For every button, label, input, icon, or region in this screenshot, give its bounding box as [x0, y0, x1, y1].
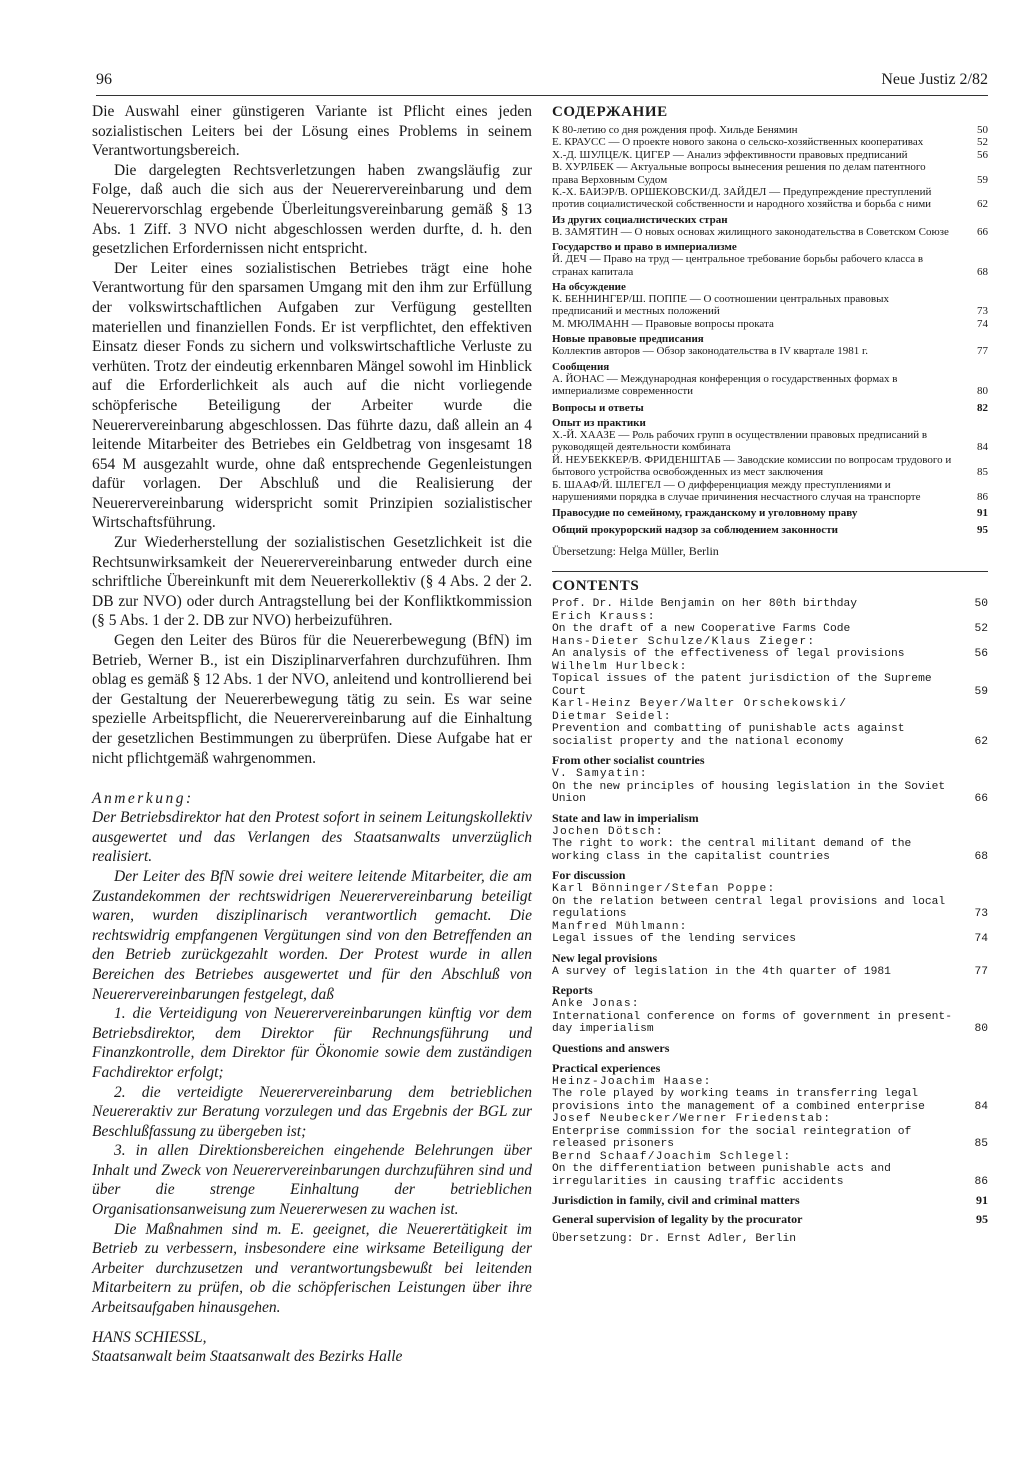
toc-author: Josef Neubecker/Werner Friedenstab:	[552, 1113, 832, 1126]
toc-entry	[552, 226, 988, 238]
toc-entry-text: В. ЗАМЯТИН — О новых основах жилищного законодательства в Советском Союзе	[552, 225, 949, 238]
toc-entry-page: 74	[974, 933, 988, 946]
toc-section-heading: На обсуждение	[552, 281, 626, 294]
toc-entry-page: 62	[974, 735, 988, 748]
header-rule	[96, 95, 988, 96]
toc-entry-page: 59	[977, 173, 988, 186]
toc-entry-page: 50	[974, 598, 988, 611]
translator-credit: Übersetzung: Helga Müller, Berlin	[552, 544, 719, 559]
toc-entry	[552, 1194, 988, 1207]
toc-entry-text: On the new principles of housing legislation in the Soviet Union	[552, 780, 946, 806]
toc-entry-text: Б. ШААФ/Й. ШЛЕГЕЛ — О дифференциация между преступлениями и нарушениями порядка в случае причинения несчастного случая на транспорте	[552, 478, 921, 503]
article-paragraph: Die dargelegten Rechtsverletzungen haben zwangsläufig zur Folge, daß auch die sich aus der Neuerervereinbarung und dem Neuerervorschlag ergebende Überleitungsvereinbarung gemäß § 13 Abs. 1 Ziff. 3 NVO nicht abgeschlossen werden durfte, d. h. den gesetzlichen Erfordernissen nicht entspricht.	[92, 161, 532, 258]
toc-entry-text: Й. НЕУБЕККЕР/В. ФРИДЕНШТАБ — Заводские комиссии по вопросам трудового и бытового устройства освобожденных из мест заключения	[552, 453, 952, 479]
toc-author: Anke Jonas:	[552, 998, 640, 1011]
toc-entry-text: М. МЮЛМАНН — Правовые вопросы проката	[552, 317, 774, 330]
toc-entry-page: 86	[977, 490, 988, 503]
toc-entry	[552, 402, 988, 414]
toc-entry-text: General supervision of legality by the procurator	[552, 1211, 803, 1226]
toc-entry	[552, 896, 988, 921]
toc-section-heading: From other socialist countries	[552, 753, 705, 768]
toc-entry-page: 52	[977, 136, 988, 149]
toc-entry-page: 73	[974, 908, 988, 921]
toc-entry-page: 80	[974, 1023, 988, 1036]
toc-entry-text: Й. ДЕЧ — Право на труд — центральное требование борьбы рабочего класса в странах капитала	[552, 253, 924, 278]
signature-name: HANS SCHIESSL,	[92, 1328, 207, 1346]
toc-entry	[552, 124, 988, 136]
toc-section-heading: Questions and answers	[552, 1040, 670, 1055]
toc-entry	[552, 673, 988, 698]
article-paragraph: Zur Wiederherstellung der sozialistischen Gesetzlichkeit ist die Rechtsunwirksamkeit der Neuerervereinbarung entweder durch eine schriftliche Übereinkunft mit dem Neuererkollektiv (§ 4 Abs. 2 der 2. DB zur NVO) oder durch Antragstellung bei der Konfliktkommission (§ 5 Abs. 1 der 2. DB zur NVO) herbeizuführen.	[92, 534, 532, 630]
toc-entry-text: Topical issues of the patent jurisdiction of the Supreme Court	[552, 673, 932, 698]
toc-title-ru: СОДЕРЖАНИЕ	[552, 104, 668, 120]
toc-entry	[552, 1163, 988, 1188]
toc-entry-text: A survey of legislation in the 4th quarter of 1981	[552, 965, 891, 978]
toc-entry-page: 52	[974, 623, 988, 636]
toc-entry	[552, 1213, 988, 1226]
note-list-item: 1. die Verteidigung von Neuerervereinbarungen künftig vor dem Betriebsdirektor, dem Direktor für Rechnungsführung und Finanzkontrolle, dem Direktor für Ökonomie sowie dem zuständigen Fachdirektor erfolgt;	[92, 1005, 532, 1081]
toc-author: Jochen Dötsch:	[552, 825, 664, 838]
toc-entry	[552, 253, 988, 278]
toc-section-heading: Из других социалистических стран	[552, 213, 728, 226]
toc-entry-page: 84	[977, 441, 988, 454]
toc-entry-text: Х.-Й. ХААЗЕ — Роль рабочих групп в осуществлении правовых предписаний в руководящей деятельности комбината	[552, 428, 928, 454]
toc-section-heading: Опыт из практики	[552, 416, 646, 429]
toc-entry-page: 62	[977, 198, 988, 211]
toc-entry-text: Jurisdiction in family, civil and criminal matters	[552, 1193, 800, 1208]
toc-entry	[552, 507, 988, 519]
toc-entry-text: Prof. Dr. Hilde Benjamin on her 80th birthday	[552, 598, 858, 611]
toc-entry-page: 95	[976, 1211, 988, 1226]
toc-entry-page: 84	[974, 1100, 988, 1113]
toc-entry-page: 74	[977, 317, 988, 330]
toc-entry	[552, 429, 988, 454]
toc-entry-page: 66	[977, 225, 988, 238]
toc-entry-page: 56	[977, 148, 988, 161]
toc-entry-text: Е. КРАУСС — О проекте нового закона о сельско-хозяйственных кооперативах	[552, 136, 924, 149]
toc-author: Manfred Mühlmann:	[552, 920, 688, 933]
toc-author: Erich Krauss:	[552, 610, 656, 623]
toc-entry	[552, 648, 988, 661]
toc-entry-page: 91	[977, 507, 988, 520]
toc-author: V. Samyatin:	[552, 768, 648, 781]
section-rule	[552, 571, 988, 572]
contents-column	[552, 102, 988, 1245]
toc-entry-text: The role played by working teams in transferring legal provisions into the management of a combined enterprise	[552, 1088, 925, 1113]
toc-entry	[552, 318, 988, 330]
toc-entry-page: 66	[974, 793, 988, 806]
toc-english	[552, 578, 988, 1245]
toc-entry-text: А. ЙОНАС — Международная конференция о государственных формах в империализме современности	[552, 372, 898, 398]
toc-author: Bernd Schaaf/Joachim Schlegel:	[552, 1150, 792, 1163]
toc-entry	[552, 623, 988, 636]
toc-entry-text: Legal issues of the lending services	[552, 933, 797, 946]
toc-entry-text: Х.-Д. ШУЛЦЕ/К. ЦИГЕР — Анализ эффективности правовых предписаний	[552, 148, 908, 161]
toc-entry	[552, 1126, 988, 1151]
page-number: 96	[96, 71, 112, 88]
toc-section-heading: Reports	[552, 983, 593, 998]
toc-entry	[552, 838, 988, 863]
article-column	[92, 102, 532, 1367]
toc-section-heading: Practical experiences	[552, 1060, 661, 1075]
article-paragraph: Gegen den Leiter des Büros für die Neuererbewegung (BfN) im Betrieb, Werner B., ist ein Disziplinarverfahren durchzuführen. Ihm oblag es gemäß § 12 Abs. 1 der NVO, anleitend und kontrollierend bei der Gestaltung der Neuererbewegung tätig zu sein. Es war seine spezielle Arbeitspflicht, die Neuerervereinbarung auf die Einhaltung der gesetzlichen Bestimmungen zu überprüfen. Diese Aufgabe hat er nicht pflichtgemäß wahrgenommen.	[92, 632, 532, 767]
toc-entry-page: 68	[977, 265, 988, 278]
toc-entry-page: 86	[974, 1175, 988, 1188]
toc-author: Dietmar Seidel:	[552, 710, 672, 723]
toc-author: Karl Bönninger/Stefan Poppe:	[552, 883, 776, 896]
toc-entry-text: К. БЕННИНГЕР/Ш. ПОППЕ — О соотношении центральных правовых предписаний и местных положений	[552, 293, 889, 318]
toc-entry-text: On the relation between central legal provisions and local regulations	[552, 895, 946, 921]
toc-author: Karl-Heinz Beyer/Walter Orschekowski/	[552, 698, 848, 711]
toc-entry-text: The right to work: the central militant demand of the working class in the capitalist countries	[552, 838, 912, 863]
toc-entry-text: Общий прокурорский надзор за соблюдением законности	[552, 523, 838, 536]
toc-section-heading: Сообщения	[552, 360, 610, 373]
toc-entry-text: On the differentiation between punishable acts and irregularities in causing traffic accidents	[552, 1163, 891, 1188]
toc-entry-page: 50	[977, 124, 988, 136]
toc-entry	[552, 345, 988, 357]
toc-section-heading: New legal provisions	[552, 950, 658, 965]
toc-entry-text: Вопросы и ответы	[552, 401, 644, 414]
toc-entry-page: 73	[977, 305, 988, 318]
toc-entry	[552, 598, 988, 611]
toc-entry-page: 85	[974, 1138, 988, 1151]
toc-author: Heinz-Joachim Haase:	[552, 1075, 712, 1088]
article-paragraph: Die Auswahl einer günstigeren Variante ist Pflicht eines jeden sozialistischen Leiters bei der Lösung eines Problems in seinem Verantwortungsbereich.	[92, 103, 532, 160]
toc-entry	[552, 1088, 988, 1113]
toc-entry-page: 95	[977, 523, 988, 536]
toc-entry	[552, 723, 988, 748]
toc-entry-text: An analysis of the effectiveness of legal provisions	[552, 648, 905, 661]
toc-author: Hans-Dieter Schulze/Klaus Zieger:	[552, 635, 816, 648]
toc-entry-page: 77	[977, 345, 988, 358]
toc-entry-text: Правосудие по семейному, гражданскому и уголовному праву	[552, 507, 858, 520]
toc-entry-text: К 80-летию со дня рождения проф. Хильде Бенямин	[552, 124, 798, 136]
toc-section-heading: Государство и право в империализме	[552, 241, 737, 254]
journal-issue: Neue Justiz 2/82	[881, 71, 988, 88]
note-paragraph: Der Betriebsdirektor hat den Protest sofort in seinem Leitungskollektiv ausgewertet und das Verlangen des Staatsanwalts unverzüglich realisiert.	[92, 809, 532, 866]
running-head	[96, 71, 988, 93]
toc-entry-page: 91	[976, 1193, 988, 1208]
toc-entry-text: К.-Х. БАИЭР/В. ОРШЕКОВСКИ/Д. ЗАЙДЕЛ — Предупреждение преступлений против социалистической собственности и народного хозяйства и борьба с ними	[552, 186, 932, 211]
toc-author: Wilhelm Hurlbeck:	[552, 660, 688, 673]
note-heading: Anmerkung:	[92, 790, 194, 808]
note-list-item: 3. in allen Direktionsbereichen eingehende Belehrungen über Inhalt und Zweck von Neuerervereinbarungen durchzuführen sind und über die strenge Einhaltung der betrieblichen Organisationsanweisung zum Neuererwesen zu wachen ist.	[92, 1142, 532, 1219]
toc-entry-page: 82	[977, 401, 988, 414]
translator-credit: Übersetzung: Dr. Ernst Adler, Berlin	[552, 1233, 797, 1246]
toc-entry	[552, 186, 988, 211]
toc-entry	[552, 933, 988, 946]
toc-entry-page: 77	[974, 965, 988, 978]
toc-title-en: CONTENTS	[552, 578, 640, 595]
toc-russian	[552, 104, 988, 559]
toc-section-heading: State and law in imperialism	[552, 810, 699, 825]
toc-section-heading: Новые правовые предписания	[552, 333, 704, 346]
toc-entry-page: 68	[974, 850, 988, 863]
signature-role: Staatsanwalt beim Staatsanwalt des Bezirks Halle	[92, 1348, 403, 1366]
toc-entry-page: 59	[974, 685, 988, 698]
toc-entry	[552, 1011, 988, 1036]
toc-entry	[552, 781, 988, 806]
toc-entry	[552, 149, 988, 161]
toc-entry	[552, 966, 988, 979]
toc-entry-text: International conference on forms of government in present-day imperialism	[552, 1010, 952, 1036]
toc-entry-text: On the draft of a new Cooperative Farms Code	[552, 623, 851, 636]
toc-entry	[552, 479, 988, 504]
toc-entry	[552, 373, 988, 398]
toc-entry-text: Enterprise commission for the social reintegration of released prisoners	[552, 1125, 912, 1151]
note-paragraph: Die Maßnahmen sind m. E. geeignet, die Neuerertätigkeit im Betrieb zu verbessern, insbesondere eine wirksame Beteiligung der Arbeiter durchzusetzen und verantwortungsbewußt bei leitenden Mitarbeitern zu prüfen, ob die schöpferischen Leistungen über ihre Arbeitsaufgaben hinausgehen.	[92, 1220, 532, 1317]
toc-entry-text: Prevention and combatting of punishable acts against socialist property and the national economy	[552, 723, 905, 748]
toc-entry	[552, 161, 988, 186]
article-paragraph: Der Leiter eines sozialistischen Betriebes trägt eine hohe Verantwortung für den sparsamen Umgang mit den ihm zur Erfüllung der volkswirtschaftlichen Aufgaben zur Verfügung gestellten materiellen und finanziellen Fonds. Er ist verpflichtet, den effektiven Einsatz dieser Fonds zu sichern und volkswirtschaftliche Verluste zu verhüten. Trotz der eindeutig erkennbaren Mängel sowohl im Hinblick auf die Erforderlichkeit als auch auf die nicht vorliegende schöpferische Beteiligung der Arbeiter wurde die Neuerervereinbarung abgeschlossen. Das führte dazu, daß allein an 4 leitende Mitarbeiter des Betriebes ein Geldbetrag von insgesamt 18 654 M ausgezahlt wurde, ohne daß entsprechende Gegenleistungen dafür vorlagen. Der Abschluß und die Realisierung der Neuerervereinbarung widerspricht somit Prinzipien sozialistischer Wirtschaftsführung.	[92, 259, 532, 532]
toc-entry-page: 56	[974, 648, 988, 661]
toc-entry	[552, 136, 988, 148]
toc-entry	[552, 454, 988, 479]
toc-entry-text: В. ХУРЛБЕК — Актуальные вопросы вынесения решения по делам патентного права Верховным Судом	[552, 161, 926, 186]
note-list-item: 2. die verteidigte Neuerervereinbarung dem betrieblichen Neuereraktiv zur Beratung vorzulegen und das Ergebnis der BGL zur Beschlußfassung zu übergeben ist;	[92, 1083, 532, 1140]
toc-entry	[552, 293, 988, 318]
toc-entry-page: 85	[977, 466, 988, 479]
toc-entry-text: Коллектив авторов — Обзор законодательства в IV квартале 1981 г.	[552, 345, 868, 358]
note-paragraph: Der Leiter des BfN sowie drei weitere leitende Mitarbeiter, die am Zustandekommen der rechtswidrigen Neuerervereinbarung beteiligt waren, wurden disziplinarisch verantwortlich gemacht. Die rechtswidrig empfangenen Vergütungen sind von den Betreffenden an den Betrieb zurückgezahlt worden. Der Protest wurde in allen Bereichen des Betriebes ausgewertet und für den Abschluß von Neuerervereinbarungen festgelegt, daß	[92, 867, 532, 1003]
toc-section-heading: For discussion	[552, 868, 626, 883]
toc-entry	[552, 524, 988, 536]
toc-entry-page: 80	[977, 385, 988, 398]
